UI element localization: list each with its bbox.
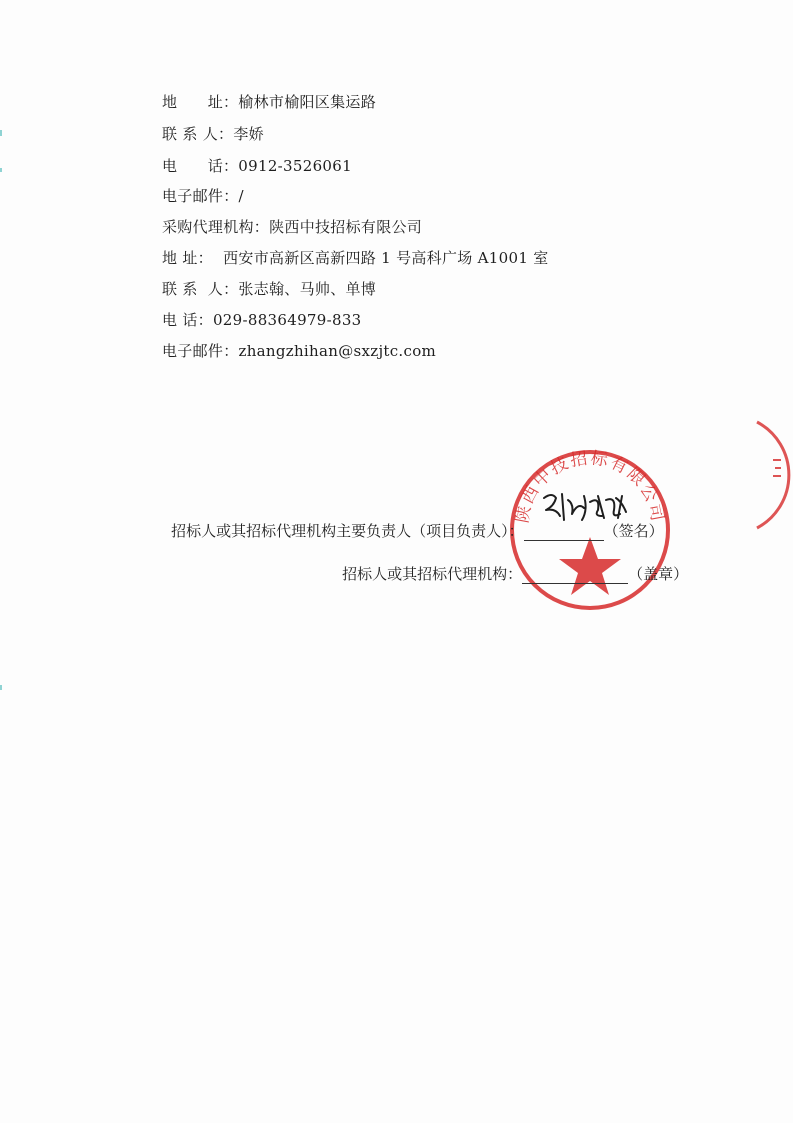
scan-mark (0, 168, 2, 172)
agency-contact-person: 联 系 人：张志翰、马帅、单博 (162, 280, 377, 298)
agency-phone: 电 话：029-88364979-833 (162, 311, 362, 329)
contact-phone: 电 话：0912-3526061 (162, 157, 352, 175)
agency-seal-suffix: （盖章） (628, 565, 689, 583)
scan-mark (0, 685, 2, 690)
contact-email: 电子邮件：/ (162, 187, 244, 205)
principal-suffix: （签名） (603, 522, 664, 540)
contact-person: 联 系 人：李娇 (162, 125, 264, 143)
agency-seal-blank (522, 567, 628, 584)
agency-name: 采购代理机构：陕西中技招标有限公司 (162, 218, 423, 236)
agency-seal-row (323, 544, 688, 604)
handwritten-signature (538, 488, 633, 528)
agency-email: 电子邮件：zhangzhihan@sxzjtc.com (162, 342, 437, 360)
svg-text:陕西中技招标有限公司: 陕西中技招标有限公司 (512, 448, 668, 525)
principal-label: 招标人或其招标代理机构主要负责人（项目负责人）： (171, 522, 524, 540)
agency-seal-label: 招标人或其招标代理机构： (342, 565, 523, 583)
partial-seal-edge (753, 420, 793, 530)
agency-address: 地 址： 西安市高新区高新四路 1 号高科广场 A1001 室 (162, 249, 549, 267)
scan-mark (0, 130, 2, 136)
contact-address: 地 址：榆林市榆阳区集运路 (162, 93, 377, 111)
